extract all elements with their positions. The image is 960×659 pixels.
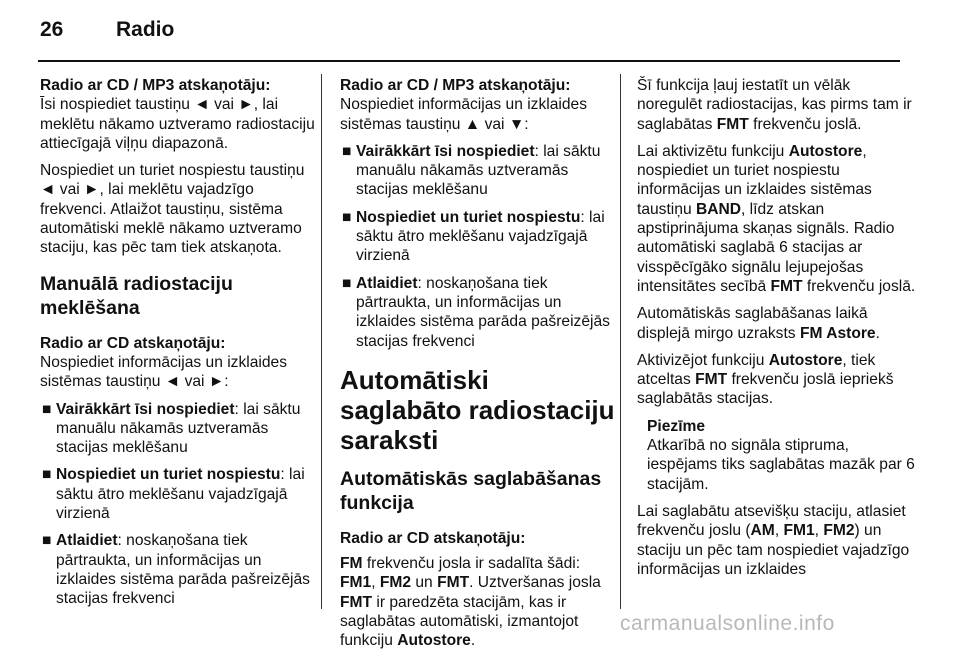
column-1: [40, 76, 316, 617]
note-title: Piezīme: [647, 417, 706, 435]
bold-term: AM: [750, 522, 775, 540]
text-run: ) un staciju un pēc tam nospiediet vajadzīgo informācijas un izklaides: [637, 522, 910, 578]
section-heading: Automātiski saglabāto radiostaciju saraksti: [340, 364, 615, 455]
text-run: . Uztveršanas josla: [469, 574, 601, 592]
text-run: Lai saglabātu atsevišķu staciju, atlasiet frekvenču joslu (: [637, 502, 906, 540]
page-number: 26: [40, 18, 64, 41]
bullet: ■: [42, 400, 52, 418]
list-item: [340, 142, 616, 200]
list-item-text: : lai sāktu ātro meklēšanu vajadzīgajā virzienā: [56, 466, 305, 523]
bold-term: FMT: [340, 593, 373, 611]
text-run: frekvenču joslā.: [748, 115, 862, 133]
list-item-text: : lai sāktu ātro meklēšanu vajadzīgajā virzienā: [356, 208, 605, 265]
page-header: [36, 18, 916, 58]
bold-term: Autostore: [788, 142, 863, 160]
text-run: frekvenču joslā iepriekš saglabātās stacijas.: [637, 371, 894, 408]
bold-term: FMT: [437, 574, 470, 592]
list-item: [340, 274, 616, 351]
paragraph: [637, 304, 917, 343]
text-run: .: [470, 632, 476, 650]
text-run: Automātiskās saglabāšanas laikā displejā mirgo uzraksts: [637, 305, 868, 342]
text-run: Lai aktivizētu funkciju: [637, 142, 789, 160]
text-run: , līdz atskan apstiprinājuma skaņas signāls. Radio automātiski saglabā 6 stacijas ar visspēcīgāko signālu lejupejošas intensitātes secībā: [637, 200, 895, 295]
list-item-bold: Atlaidiet: [56, 532, 118, 550]
text-run: , nospiediet un turiet nospiestu informācijas un izklaides sistēmas taustiņu: [637, 142, 872, 218]
instruction-paragraph: Nospiediet informācijas un izklaides sistēmas taustiņu ◄ vai ►:: [40, 353, 288, 391]
short-press-paragraph: Īsi nospiediet taustiņu ◄ vai ►, lai meklētu nākamo uztveramo radiostaciju attiecīgajā viļņu diapazonā.: [40, 96, 315, 152]
bold-term: FM: [340, 555, 363, 573]
instruction-paragraph: Nospiediet informācijas un izklaides sistēmas taustiņu ▲ vai ▼:: [340, 96, 588, 133]
list-item: [340, 208, 616, 266]
text-run: ,: [774, 522, 784, 540]
header-rule: [38, 60, 900, 62]
bold-term: FMT: [695, 371, 728, 389]
column-divider: [321, 74, 322, 609]
list-item-text: : noskaņošana tiek pārtraukta, un informācijas un izklaides sistēma parāda pašreizējās stacijas frekvenci: [56, 532, 310, 608]
text-run: frekvenču josla ir sadalīta šādi:: [362, 555, 581, 573]
bold-term: FM1: [783, 522, 815, 540]
bullet: ■: [342, 208, 352, 226]
column-3: [637, 76, 917, 587]
list-item-text: : noskaņošana tiek pārtraukta, un informācijas un izklaides sistēma parāda pašreizējās stacijas frekvenci: [356, 274, 610, 350]
list-item-bold: Atlaidiet: [356, 274, 418, 292]
list-item-bold: Vairākkārt īsi nospiediet: [56, 400, 235, 418]
text-run: frekvenču joslā.: [802, 277, 916, 295]
cd-mp3-heading: Radio ar CD / MP3 atskaņotāju:: [40, 77, 271, 94]
bold-term: FM2: [823, 522, 855, 540]
bold-term: FM2: [379, 574, 412, 592]
list-item: [40, 531, 316, 608]
list-item-text: : lai sāktu manuālu nākamās uztveramās stacijas meklēšanu: [356, 142, 601, 199]
list-item-bold: Nospiediet un turiet nospiestu: [56, 466, 281, 484]
text-run: un: [411, 574, 438, 592]
bold-term: FM Astore: [799, 324, 876, 342]
text-run: , tiek atceltas: [637, 351, 876, 389]
page-title: Radio: [116, 18, 175, 41]
list-item-bold: Vairākkārt īsi nospiediet: [356, 142, 535, 160]
bold-term: FMT: [770, 277, 803, 295]
long-press-paragraph: Nospiediet un turiet nospiestu taustiņu ◄ vai ►, lai meklētu vajadzīgo frekvenci. Atlaižot taustiņu, sistēma automātiski meklē nākamo uztveramo staciju, kas pēc tam tiek atskaņota.: [40, 162, 305, 257]
text-run: Šī funkcija ļauj iestatīt un vēlāk noregulēt radiostacijas, kas pirms tam ir saglabātas: [637, 77, 912, 133]
text-run: Aktivizējot funkciju: [637, 351, 769, 369]
paragraph: [637, 142, 917, 296]
bullet: ■: [42, 466, 52, 484]
bullet: ■: [42, 532, 52, 550]
text-run: ,: [814, 522, 824, 540]
cd-heading: Radio ar CD atskaņotāju:: [340, 529, 526, 547]
section-heading: Manuālā radiostaciju meklēšana: [40, 272, 233, 319]
paragraph: [637, 351, 917, 409]
bullet: ■: [342, 142, 352, 160]
text-run: ir paredzēta stacijām, kas ir saglabātas automātiski, izmantojot funkciju: [340, 593, 579, 650]
note-text: Atkarībā no signāla stipruma, iespējams tiks saglabātas mazāk par 6 stacijām.: [647, 437, 915, 493]
note-box: [637, 417, 917, 494]
subsection-heading: Automātiskās saglabāšanas funkcija: [340, 467, 602, 514]
bold-term: BAND: [695, 200, 741, 218]
bold-term: FM1: [340, 574, 372, 592]
list-item: [40, 400, 316, 458]
text-run: ,: [371, 574, 380, 592]
bold-term: Autostore: [397, 632, 471, 650]
column-2: [340, 76, 616, 659]
text-run: .: [875, 324, 880, 342]
cd-mp3-heading: Radio ar CD / MP3 atskaņotāju:: [340, 77, 571, 94]
watermark: carmanualsonline.info: [620, 612, 835, 635]
bold-term: Autostore: [768, 351, 843, 369]
bullet: ■: [342, 274, 352, 292]
list-item-bold: Nospiediet un turiet nospiestu: [356, 208, 581, 226]
list-item-text: : lai sāktu manuālu nākamās uztveramās stacijas meklēšanu: [56, 400, 301, 457]
list-item: [40, 465, 316, 523]
cd-heading: Radio ar CD atskaņotāju:: [40, 334, 226, 352]
fm-bands-paragraph: [340, 554, 616, 650]
column-divider: [620, 74, 621, 609]
bold-term: FMT: [716, 115, 749, 133]
paragraph: [637, 76, 917, 134]
paragraph: [637, 502, 917, 579]
